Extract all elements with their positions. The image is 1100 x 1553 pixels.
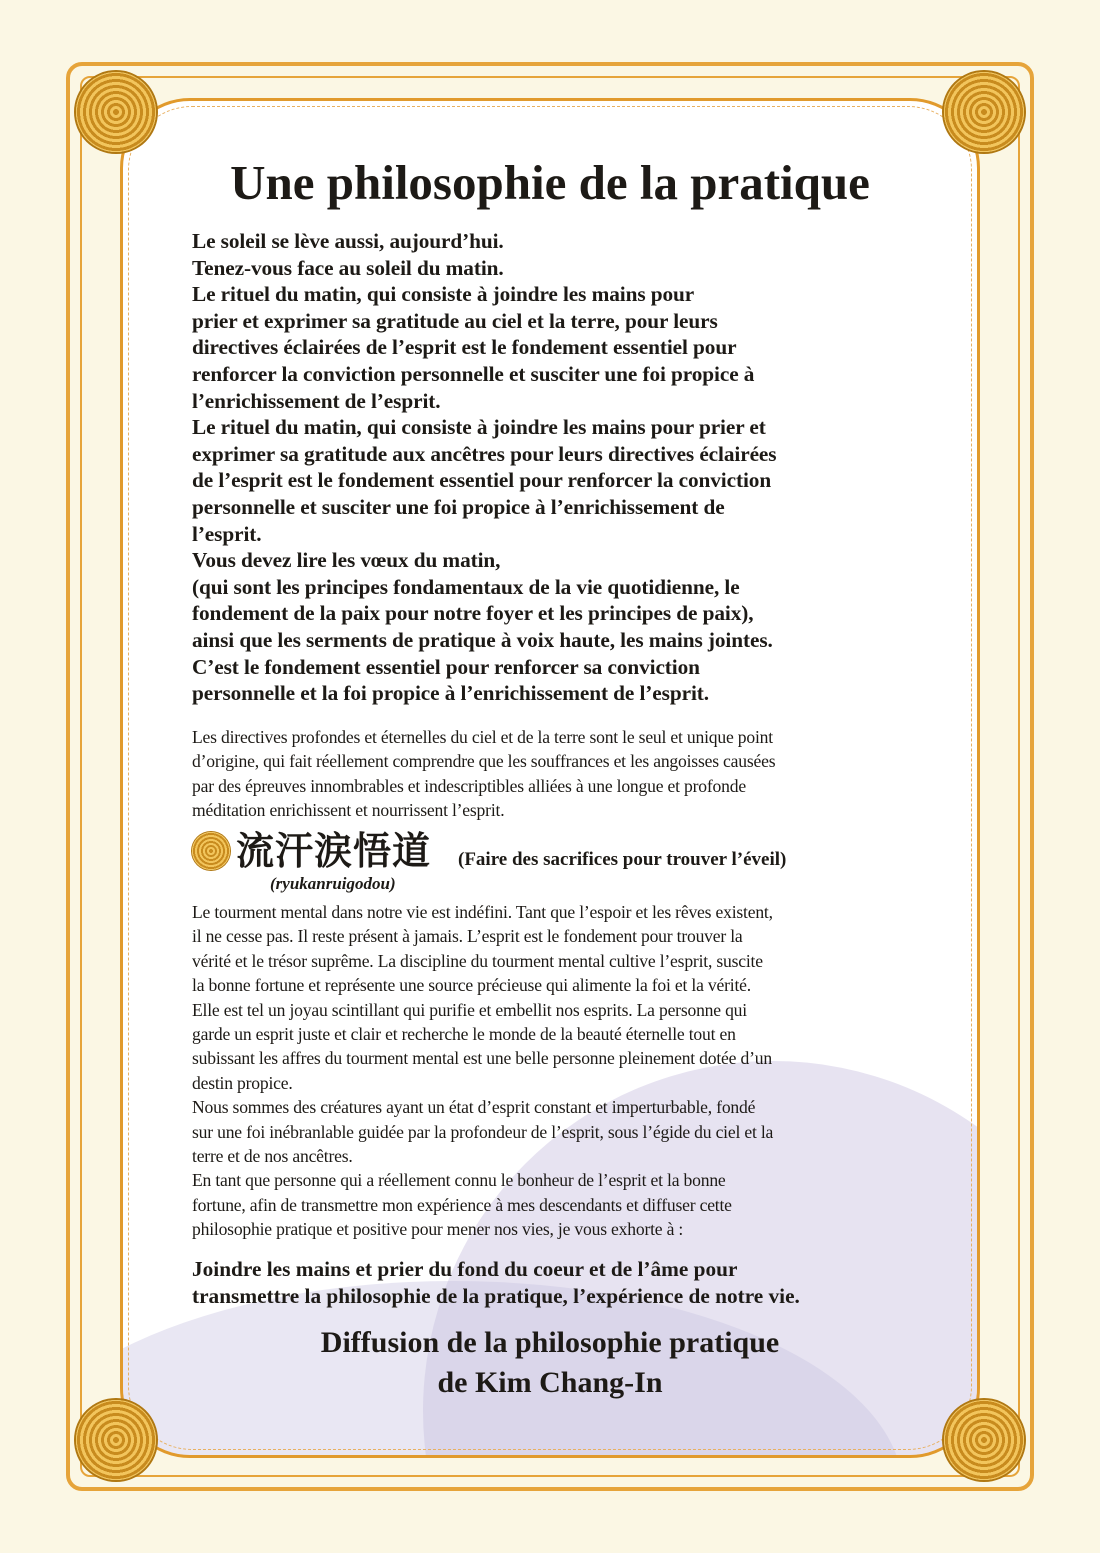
text-line: garde un esprit juste et clair et recherche le monde de la beauté éternelle tout en [192, 1024, 736, 1045]
text-line: prier et exprimer sa gratitude au ciel et la terre, pour leurs [192, 308, 718, 333]
directives-paragraph [192, 725, 916, 823]
kanji-translation: (Faire des sacrifices pour trouver l’éveil) [458, 849, 787, 870]
text-line: sur une foi inébranlable guidée par la profondeur de l’esprit, sous l’égide du ciel et la [192, 1121, 774, 1142]
text-line: Diffusion de la philosophie pratique [320, 1326, 780, 1359]
text-line: de Kim Chang-In [437, 1366, 663, 1399]
text-line: En tant que personne qui a réellement connu le bonheur de l’esprit et la bonne [192, 1170, 726, 1191]
exhortation [192, 1256, 932, 1310]
text-line: destin propice. [192, 1072, 293, 1093]
text-line: transmettre la philosophie de la pratique, l’expérience de notre vie. [192, 1284, 800, 1308]
text-line: par des épreuves innombrables et indescriptibles alliées à une longue et profonde [192, 775, 746, 796]
gold-medallion-icon [944, 72, 1024, 152]
text-line: exprimer sa gratitude aux ancêtres pour leurs directives éclairées [192, 441, 777, 466]
mental-torment-paragraph [192, 900, 916, 1242]
text-line: (qui sont les principes fondamentaux de la vie quotidienne, le [192, 574, 740, 599]
gold-medallion-icon [76, 1400, 156, 1480]
gold-medallion-icon [76, 72, 156, 152]
text-line: Le soleil se lève aussi, aujourd’hui. [192, 229, 504, 253]
text-line: fortune, afin de transmettre mon expérience à mes descendants et diffuser cette [192, 1194, 732, 1215]
kanji-heading [192, 826, 912, 896]
footer-signature [130, 1323, 970, 1403]
kanji-romaji: (ryukanruigodou) [270, 874, 396, 893]
text-line: ainsi que les serments de pratique à voix haute, les mains jointes. [192, 627, 773, 652]
gold-medallion-icon [192, 832, 230, 870]
text-line: l’esprit. [192, 521, 262, 546]
text-line: personnelle et la foi propice à l’enrichissement de l’esprit. [192, 681, 709, 706]
text-line: Les directives profondes et éternelles du ciel et de la terre sont le seul et unique point [192, 727, 773, 747]
text-line: Joindre les mains et prier du fond du coeur et de l’âme pour [192, 1257, 738, 1281]
text-line: subissant les affres du tourment mental est une belle personne pleinement dotée d’un [192, 1048, 772, 1069]
text-line: Tenez-vous face au soleil du matin. [192, 255, 504, 280]
text-line: méditation enrichissent et nourrissent l’esprit. [192, 800, 505, 821]
text-line: de l’esprit est le fondement essentiel pour renforcer la conviction [192, 468, 772, 493]
text-line: renforcer la conviction personnelle et susciter une foi propice à [192, 361, 755, 386]
text-line: Le rituel du matin, qui consiste à joindre les mains pour [192, 282, 695, 307]
text-line: Le rituel du matin, qui consiste à joindre les mains pour prier et [192, 415, 766, 440]
text-line: fondement de la paix pour notre foyer et les principes de paix), [192, 601, 754, 626]
text-line: Vous devez lire les vœux du matin, [192, 548, 501, 573]
text-line: il ne cesse pas. Il reste présent à jamais. L’esprit est le fondement pour trouver la [192, 926, 743, 947]
text-line: Nous sommes des créatures ayant un état d’esprit constant et imperturbable, fondé [192, 1097, 756, 1118]
text-line: d’origine, qui fait réellement comprendre que les souffrances et les angoisses causées [192, 751, 776, 772]
text-line: C’est le fondement essentiel pour renforcer sa conviction [192, 654, 700, 679]
kanji-title: 流汗涙悟道 [236, 829, 432, 873]
text-line: l’enrichissement de l’esprit. [192, 388, 441, 413]
text-line: la bonne fortune et représente une source précieuse qui alimente la foi et la vérité. [192, 975, 751, 996]
text-line: directives éclairées de l’esprit est le fondement essentiel pour [192, 335, 737, 360]
text-line: terre et de nos ancêtres. [192, 1146, 353, 1167]
text-line: personnelle et susciter une foi propice à l’enrichissement de [192, 494, 725, 519]
gold-medallion-icon [944, 1400, 1024, 1480]
page-title: Une philosophie de la pratique [230, 155, 870, 210]
text-line: Le tourment mental dans notre vie est indéfini. Tant que l’espoir et les rêves existent, [192, 902, 773, 922]
text-line: vérité et le trésor suprême. La discipline du tourment mental cultive l’esprit, suscite [192, 950, 763, 971]
text-line: philosophie pratique et positive pour mener nos vies, je vous exhorte à : [192, 1219, 684, 1240]
text-line: Elle est tel un joyau scintillant qui purifie et embellit nos esprits. La personne qui [192, 999, 747, 1020]
morning-ritual-text [192, 228, 902, 707]
